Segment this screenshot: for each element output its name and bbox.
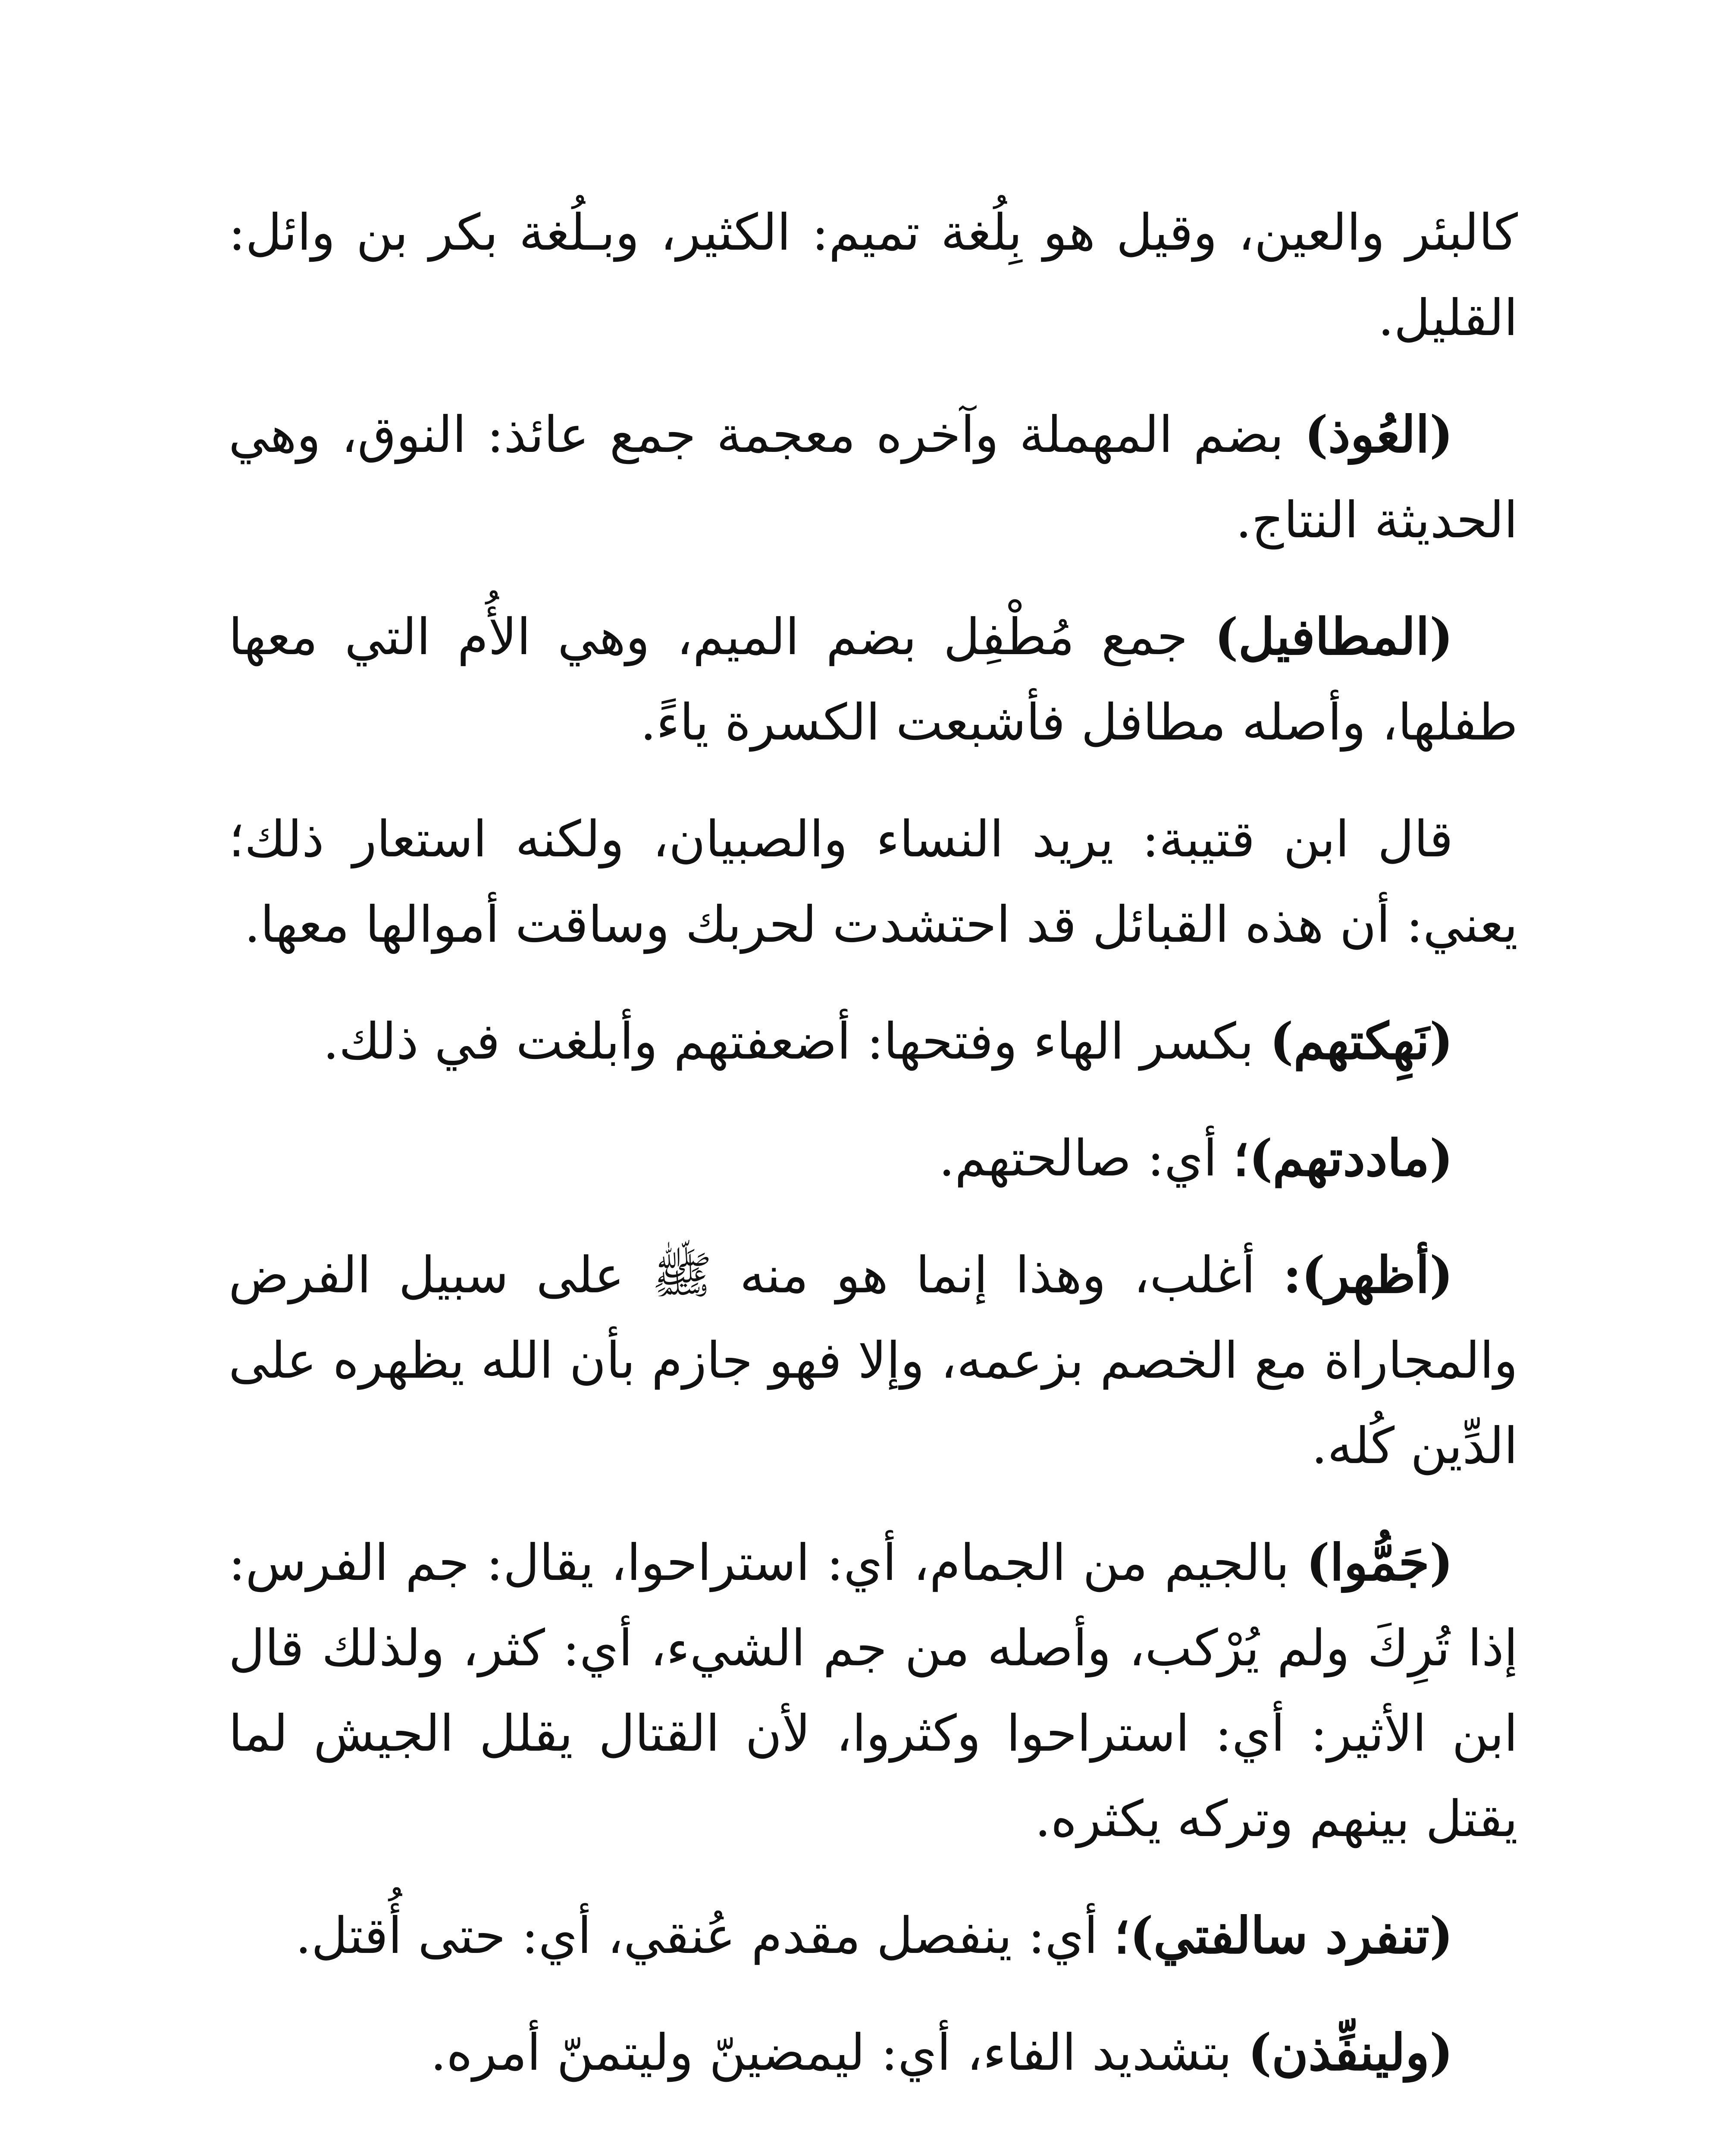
- paragraph-4: [229, 796, 1518, 968]
- paragraph-text-8: بالجيم من الجمام، أي: استراحوا، يقال: جم الفرس: إذا تُرِكَ ولم يُرْكب، وأصله من جم الشيء، أي: كثر، ولذلك قال ابن الأثير: أي: استراحوا وكثروا، لأن القتال يقلل الجيش لما يقتل بينهم وتركه يكثره.: [229, 1534, 1518, 1848]
- term-3: (المطافيل): [1214, 608, 1453, 666]
- paragraph-text-5: بكسر الهاء وفتحها: أضعفتهم وأبلغت في ذلك.: [323, 1012, 1270, 1071]
- paragraph-10: [229, 2010, 1518, 2096]
- term-9: (تنفرد سالفتي)؛: [1114, 1906, 1453, 1965]
- term-6: (ماددتهم)؛: [1233, 1129, 1453, 1188]
- term-5: (نَهِكتهم): [1269, 1012, 1453, 1071]
- paragraph-7: [229, 1232, 1518, 1489]
- paragraph-text-7: أغلب، وهذا إنما هو منه ﷺ على سبيل الفرض والمجاراة مع الخصم بزعمه، وإلا فهو جازم بأن الله يظهره على الدِّين كُله.: [229, 1246, 1518, 1475]
- paragraph-3: [229, 594, 1518, 765]
- paragraph-text-6: أي: صالحتهم.: [939, 1129, 1233, 1188]
- term-2: (العُوذ): [1304, 405, 1453, 464]
- paragraph-text-2: بضم المهملة وآخره معجمة جمع عائذ: النوق، وهي الحديثة النتاج.: [229, 406, 1518, 549]
- term-7: (أظهر):: [1283, 1246, 1453, 1304]
- paragraph-5: [229, 999, 1518, 1084]
- term-8: (جَمُّوا): [1306, 1533, 1453, 1592]
- page-body: [229, 190, 1518, 2127]
- paragraph-8: [229, 1520, 1518, 1862]
- paragraph-text-3: جمع مُطْفِل بضم الميم، وهي الأُم التي معها طفلها، وأصله مطافل فأشبعت الكسرة ياءً.: [229, 608, 1518, 752]
- paragraph-text-4: قال ابن قتيبة: يريد النساء والصبيان، ولكنه استعار ذلك؛ يعني: أن هذه القبائل قد احتشدت لحربك وساقت أموالها معها.: [229, 810, 1518, 954]
- paragraph-1: [229, 190, 1518, 361]
- term-10: (ولينفِّذن): [1248, 2023, 1453, 2082]
- paragraph-9: [229, 1893, 1518, 1979]
- paragraph-text-9: أي: ينفصل مقدم عُنقي، أي: حتى أُقتل.: [295, 1907, 1114, 1965]
- paragraph-text-1: كالبئر والعين، وقيل هو بِلُغة تميم: الكثير، وبـلُغة بكر بن وائل: القليل.: [229, 204, 1518, 347]
- paragraph-2: [229, 392, 1518, 563]
- paragraph-6: [229, 1116, 1518, 1201]
- paragraph-text-10: بتشديد الفاء، أي: ليمضينّ وليتمنّ أمره.: [430, 2024, 1248, 2082]
